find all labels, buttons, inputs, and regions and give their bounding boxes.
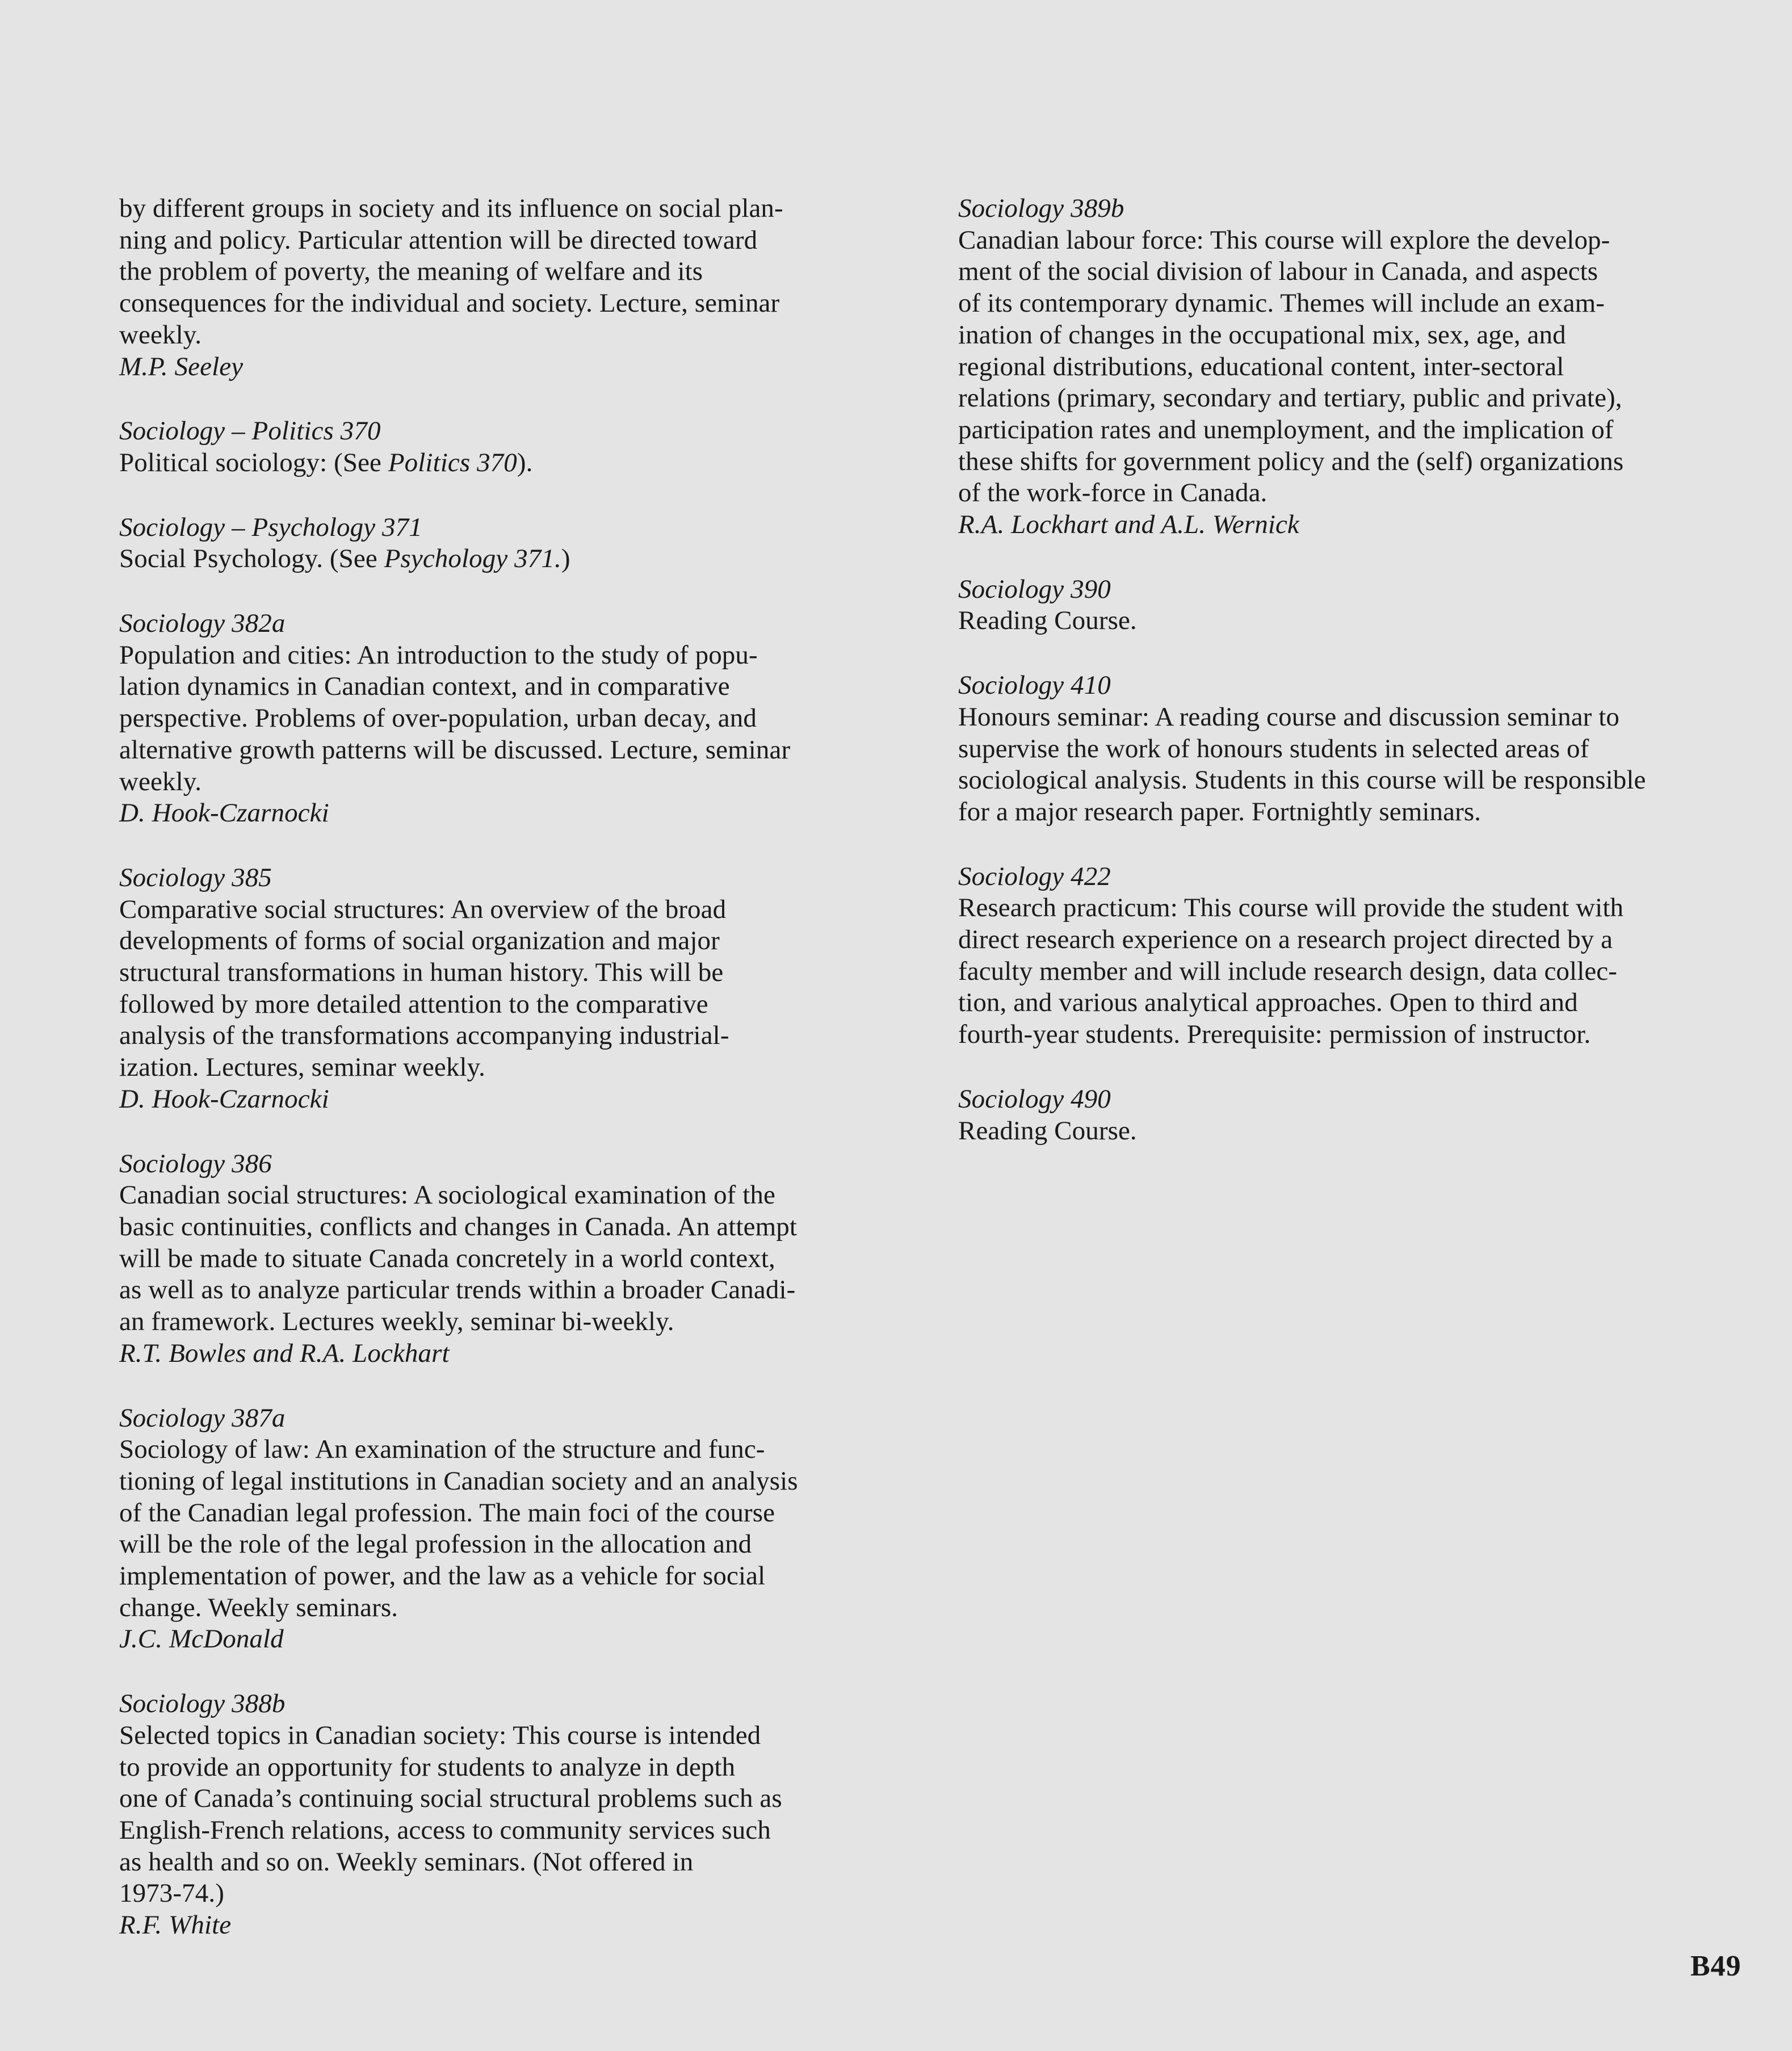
course-description-line: ning and policy. Particular attention will be directed toward <box>119 225 758 255</box>
course-entry <box>119 416 925 479</box>
course-description-line: relations (primary, secondary and tertiary, public and private), <box>958 383 1622 413</box>
course-heading: Sociology 385 <box>119 862 272 892</box>
course-description-line: tioning of legal institutions in Canadian society and an analysis <box>119 1466 798 1496</box>
course-instructor: R.T. Bowles and R.A. Lockhart <box>119 1338 450 1368</box>
course-description-line: followed by more detailed attention to the comparative <box>119 989 708 1019</box>
course-description-line: regional distributions, educational content, inter-sectoral <box>958 351 1564 381</box>
course-description-line: for a major research paper. Fortnightly seminars. <box>958 796 1482 827</box>
course-instructor: D. Hook-Czarnocki <box>119 798 329 828</box>
left-column <box>119 193 925 1974</box>
course-description-line: faculty member and will include research design, data collec- <box>958 956 1618 986</box>
course-instructor: M.P. Seeley <box>119 351 244 381</box>
cross-reference: Psychology 371. <box>384 544 561 574</box>
course-description-line: Selected topics in Canadian society: This course is intended <box>119 1720 761 1750</box>
course-description-line: to provide an opportunity for students to analyze in depth <box>119 1752 736 1782</box>
page-number: B49 <box>1690 1950 1741 1982</box>
course-description-line <box>119 543 925 575</box>
course-heading: Sociology 490 <box>958 1084 1111 1114</box>
course-entry <box>958 861 1764 1051</box>
course-description-line: an framework. Lectures weekly, seminar bi-weekly. <box>119 1307 674 1337</box>
course-description-line: ination of changes in the occupational mix, sex, age, and <box>958 320 1566 350</box>
course-description-line: perspective. Problems of over-population, urban decay, and <box>119 703 757 733</box>
course-entry <box>119 512 925 575</box>
course-heading: Sociology – Politics 370 <box>119 416 381 446</box>
course-description-line: structural transformations in human history. This will be <box>119 958 724 988</box>
course-description-line: Comparative social structures: An overview of the broad <box>119 894 727 924</box>
course-instructor: R.A. Lockhart and A.L. Wernick <box>958 510 1299 540</box>
course-description-line: alternative growth patterns will be discussed. Lecture, seminar <box>119 735 791 765</box>
course-entry <box>958 1084 1764 1147</box>
course-description-line: change. Weekly seminars. <box>119 1592 398 1622</box>
course-heading: Sociology 386 <box>119 1148 272 1178</box>
course-description-line: Canadian labour force: This course will explore the develop- <box>958 225 1610 255</box>
course-instructor: R.F. White <box>119 1910 232 1940</box>
course-instructor: D. Hook-Czarnocki <box>119 1084 329 1114</box>
course-entry <box>958 670 1764 828</box>
course-entry <box>958 193 1764 541</box>
description-text: Political sociology: (See <box>119 447 388 477</box>
course-description-line: by different groups in society and its influence on social plan- <box>119 194 783 223</box>
course-heading: Sociology 387a <box>119 1403 286 1433</box>
course-description-line: Reading Course. <box>958 1115 1137 1146</box>
course-heading: Sociology 382a <box>119 609 286 639</box>
course-description-line: of the Canadian legal profession. The main foci of the course <box>119 1498 775 1528</box>
course-description-line: implementation of power, and the law as a vehicle for social <box>119 1561 766 1591</box>
course-heading: Sociology 389b <box>958 194 1124 223</box>
course-description-line: Canadian social structures: A sociological examination of the <box>119 1180 775 1210</box>
right-column <box>958 193 1764 1180</box>
course-description-line: lation dynamics in Canadian context, and in comparative <box>119 672 730 702</box>
course-heading: Sociology 422 <box>958 861 1111 891</box>
course-description-line: Reading Course. <box>958 606 1137 636</box>
course-description-line: fourth-year students. Prerequisite: permission of instructor. <box>958 1020 1591 1050</box>
course-description-line: basic continuities, conflicts and changes in Canada. An attempt <box>119 1211 798 1241</box>
course-description-line: Sociology of law: An examination of the structure and func- <box>119 1435 765 1465</box>
course-description-line: 1973-74.) <box>119 1878 224 1909</box>
course-entry <box>119 1403 925 1656</box>
course-heading: Sociology 410 <box>958 670 1111 701</box>
course-description-line: of the work-force in Canada. <box>958 478 1268 508</box>
course-description-line: tion, and various analytical approaches. Open to third and <box>958 988 1578 1018</box>
course-heading: Sociology – Psychology 371 <box>119 512 422 542</box>
course-instructor: J.C. McDonald <box>119 1624 284 1654</box>
course-entry <box>119 1148 925 1370</box>
course-description-line: will be made to situate Canada concretely in a world context, <box>119 1243 775 1273</box>
course-entry <box>119 1688 925 1941</box>
course-description-line <box>119 447 925 479</box>
course-description-line: ization. Lectures, seminar weekly. <box>119 1052 486 1083</box>
course-description-line: participation rates and unemployment, and the implication of <box>958 414 1614 444</box>
course-description-line: developments of forms of social organization and major <box>119 926 720 956</box>
course-description-line: ment of the social division of labour in Canada, and aspects <box>958 257 1598 287</box>
course-entry <box>119 193 925 383</box>
course-description-line: as well as to analyze particular trends within a broader Canadi- <box>119 1275 796 1305</box>
cross-reference: Politics 370 <box>388 447 517 477</box>
course-description-line: English-French relations, access to community services such <box>119 1815 771 1845</box>
description-text: ). <box>517 447 533 477</box>
course-heading: Sociology 390 <box>958 574 1111 604</box>
course-description-line: one of Canada’s continuing social structural problems such as <box>119 1784 782 1814</box>
course-description-line: as health and so on. Weekly seminars. (Not offered in <box>119 1847 694 1877</box>
course-description-line: consequences for the individual and society. Lecture, seminar <box>119 288 780 318</box>
course-heading: Sociology 388b <box>119 1689 286 1719</box>
course-entry <box>119 608 925 829</box>
course-description-line: weekly. <box>119 766 202 796</box>
course-description-line: of its contemporary dynamic. Themes will include an exam- <box>958 288 1605 318</box>
course-entry <box>119 862 925 1115</box>
course-description-line: sociological analysis. Students in this course will be responsible <box>958 765 1646 795</box>
course-description-line: supervise the work of honours students in selected areas of <box>958 733 1589 764</box>
description-text: ) <box>561 544 570 574</box>
course-description-line: Research practicum: This course will provide the student with <box>958 893 1624 923</box>
course-description-line: weekly. <box>119 320 202 350</box>
course-description-line: these shifts for government policy and the (self) organizations <box>958 446 1624 476</box>
course-description-line: the problem of poverty, the meaning of welfare and its <box>119 257 703 287</box>
course-description-line: analysis of the transformations accompanying industrial- <box>119 1021 729 1051</box>
description-text: Social Psychology. (See <box>119 544 384 574</box>
course-description-line: Honours seminar: A reading course and discussion seminar to <box>958 702 1620 732</box>
course-description-line: will be the role of the legal profession in the allocation and <box>119 1529 752 1559</box>
course-description-line: direct research experience on a research project directed by a <box>958 925 1613 955</box>
course-description-line: Population and cities: An introduction to the study of popu- <box>119 640 758 670</box>
course-entry <box>958 574 1764 637</box>
